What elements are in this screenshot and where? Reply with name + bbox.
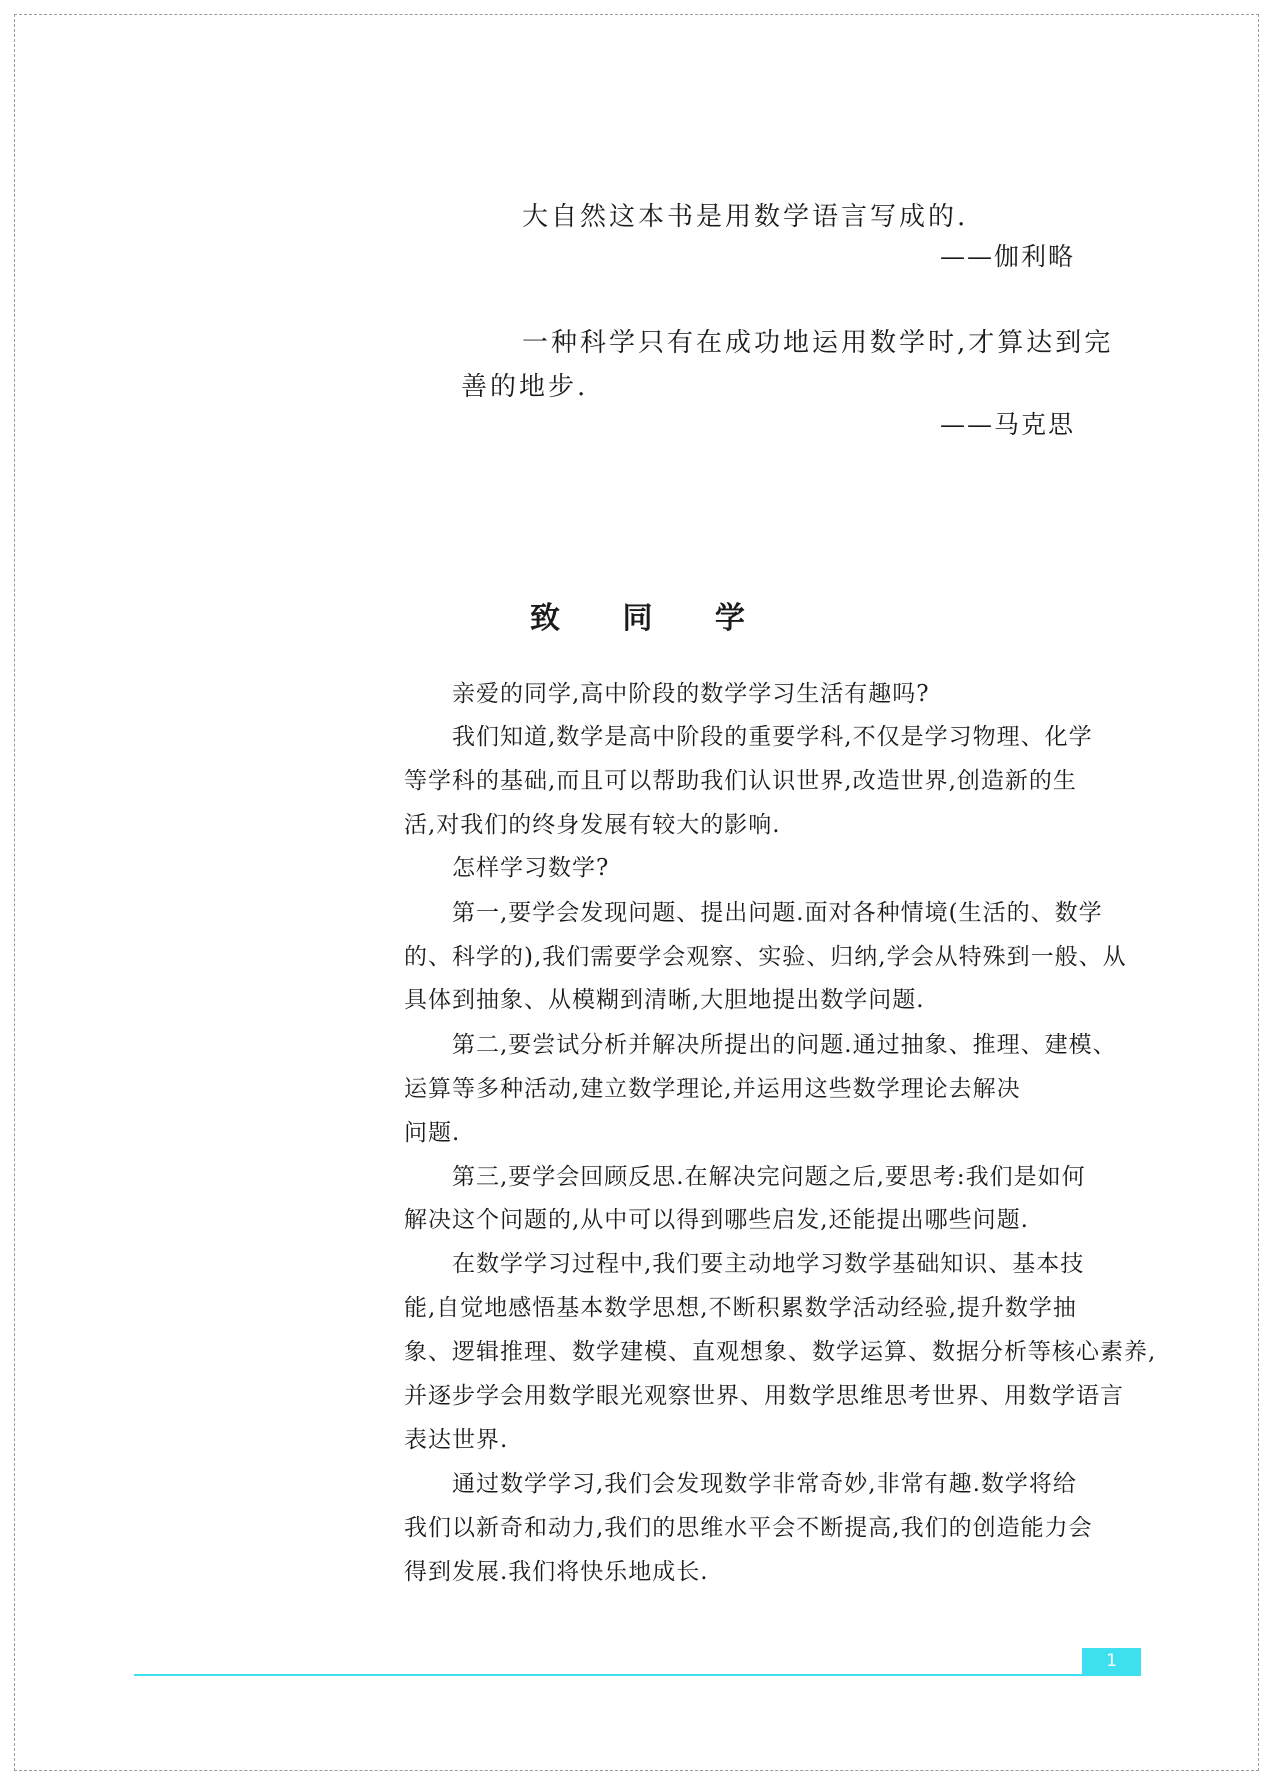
quote-2-attribution: ——马克思 xyxy=(940,410,1076,439)
letter-line: 并逐步学会用数学眼光观察世界、用数学思维思考世界、用数学语言 xyxy=(404,1383,1124,1409)
letter-line: 怎样学习数学? xyxy=(452,855,610,881)
letter-line: 能,自觉地感悟基本数学思想,不断积累数学活动经验,提升数学抽 xyxy=(404,1295,1077,1321)
letter-line: 我们知道,数学是高中阶段的重要学科,不仅是学习物理、化学 xyxy=(452,724,1093,750)
letter-line: 等学科的基础,而且可以帮助我们认识世界,改造世界,创造新的生 xyxy=(404,768,1077,794)
letter-line: 运算等多种活动,建立数学理论,并运用这些数学理论去解决 xyxy=(404,1076,1021,1102)
letter-line: 象、逻辑推理、数学建模、直观想象、数学运算、数据分析等核心素养, xyxy=(404,1339,1157,1365)
letter-line: 的、科学的),我们需要学会观察、实验、归纳,学会从特殊到一般、从 xyxy=(404,944,1127,970)
footer-rule xyxy=(134,1674,1141,1676)
letter-line: 表达世界. xyxy=(404,1427,509,1453)
letter-line: 具体到抽象、从模糊到清晰,大胆地提出数学问题. xyxy=(404,987,925,1013)
letter-line: 解决这个问题的,从中可以得到哪些启发,还能提出哪些问题. xyxy=(404,1207,1029,1233)
quote-2-line-2: 善的地步. xyxy=(461,372,589,402)
letter-line: 得到发展.我们将快乐地成长. xyxy=(404,1559,709,1585)
letter-line: 第一,要学会发现问题、提出问题.面对各种情境(生活的、数学 xyxy=(452,900,1103,926)
quote-1-attribution: ——伽利略 xyxy=(940,242,1076,271)
page-number: 1 xyxy=(1082,1648,1141,1675)
letter-line: 亲爱的同学,高中阶段的数学学习生活有趣吗? xyxy=(452,681,930,707)
quote-2-line-1: 一种科学只有在成功地运用数学时,才算达到完 xyxy=(522,328,1114,358)
letter-line: 第三,要学会回顾反思.在解决完问题之后,要思考:我们是如何 xyxy=(452,1164,1086,1190)
quote-1-line-1: 大自然这本书是用数学语言写成的. xyxy=(522,202,969,232)
letter-line: 活,对我们的终身发展有较大的影响. xyxy=(404,812,781,838)
letter-line: 通过数学学习,我们会发现数学非常奇妙,非常有趣.数学将给 xyxy=(452,1471,1077,1497)
letter-line: 在数学学习过程中,我们要主动地学习数学基础知识、基本技 xyxy=(452,1251,1085,1277)
letter-line: 我们以新奇和动力,我们的思维水平会不断提高,我们的创造能力会 xyxy=(404,1515,1093,1541)
letter-line: 问题. xyxy=(404,1120,461,1146)
page-border xyxy=(14,14,1259,1771)
letter-line: 第二,要尝试分析并解决所提出的问题.通过抽象、推理、建模、 xyxy=(452,1032,1117,1058)
letter-title: 致 同 学 xyxy=(530,601,771,636)
